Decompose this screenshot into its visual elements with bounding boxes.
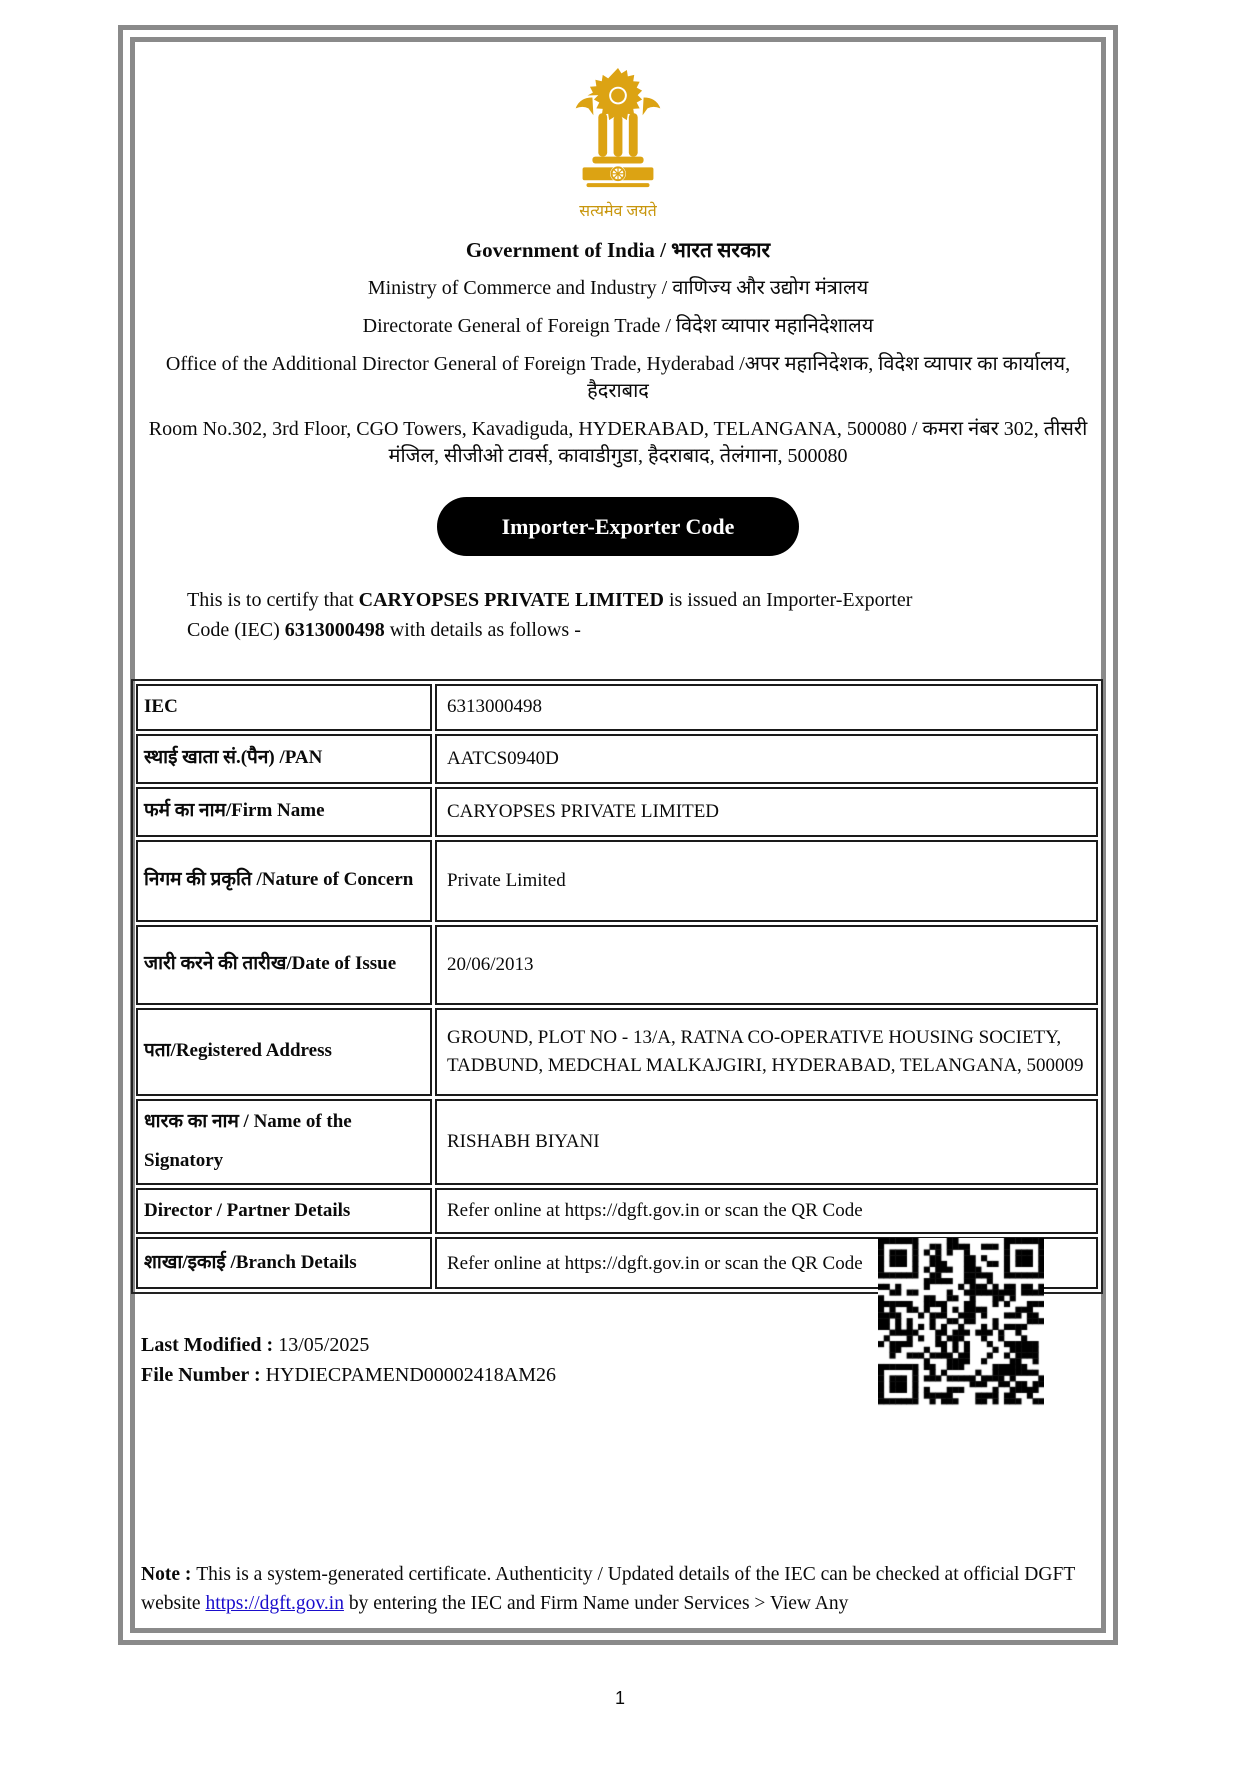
note-text-before-link: This is a system-generated certificate. Authenticity / Updated details of the IEC can be checked at official DGFT website [141,1564,1075,1614]
header-line-dgft: Directorate General of Foreign Trade / विदेश व्यापार महानिदेशालय [362,315,874,338]
header-line-office: Office of the Additional Director General of Foreign Trade, Hyderabad /अपर महानिदेशक, विदेश व्यापार का कार्यालय, हैदराबाद [165,353,1071,403]
table-row-date-of-issue [136,925,1098,1005]
certify-paragraph [187,586,951,644]
last-modified-label: Last Modified : [141,1334,279,1357]
file-number-value: HYDIECPAMEND00002418AM26 [265,1364,556,1387]
header-line-office-address: Room No.302, 3rd Floor, CGO Towers, Kavadiguda, HYDERABAD, TELANGANA, 500080 / कमरा नंबर 302, तीसरी मंजिल, सीजीओ टावर्स, कावाडीगुडा, हैदराबाद, तेलंगाना, 500080 [148,418,1088,468]
row-value: RISHABH BIYANI [435,1099,1098,1185]
footer-note [141,1561,1095,1618]
iec-details-table [131,679,1103,1295]
header-emblem-block [135,42,1101,221]
certificate-page [130,37,1106,1633]
row-value: GROUND, PLOT NO - 13/A, RATNA CO-OPERATIVE HOUSING SOCIETY, TADBUND, MEDCHAL MALKAJGIRI, HYDERABAD, TELANGANA, 500009 [435,1008,1098,1096]
row-value: Refer online at https://dgft.gov.in or scan the QR Code [435,1237,1098,1289]
row-label: फर्म का नाम/Firm Name [136,787,432,837]
note-label: Note : [141,1564,197,1586]
certificate-page-frame [118,25,1118,1645]
row-label: जारी करने की तारीख/Date of Issue [136,925,432,1005]
certify-middle: is issued an Importer-Exporter Code (IEC) [187,589,913,641]
table-row-director-details [136,1188,1098,1235]
header-line-ministry: Ministry of Commerce and Industry / वाणिज्य और उद्योग मंत्रालय [367,277,869,300]
certify-iec-number: 6313000498 [284,618,385,641]
dgft-website-link[interactable]: https://dgft.gov.in [205,1592,344,1614]
row-label: IEC [136,684,432,731]
certify-firm-name: CARYOPSES PRIVATE LIMITED [358,589,664,612]
row-label: शाखा/इकाई /Branch Details [136,1237,432,1289]
table-row-registered-address [136,1008,1098,1096]
row-value: Refer online at https://dgft.gov.in or scan the QR Code [435,1188,1098,1235]
row-value: 6313000498 [435,684,1098,731]
table-row-nature-of-concern [136,840,1098,922]
note-text-after-link: by entering the IEC and Firm Name under Services > View Any [343,1592,849,1614]
row-label: निगम की प्रकृति /Nature of Concern [136,840,432,922]
row-value: Private Limited [435,840,1098,922]
emblem-motto: सत्यमेव जयते [579,203,657,220]
header-line-government: Government of India / भारत सरकार [465,238,771,262]
importer-exporter-code-badge [437,497,799,556]
table-row-signatory-name [136,1099,1098,1185]
row-label: Director / Partner Details [136,1188,432,1235]
file-number-label: File Number : [141,1364,266,1387]
table-row-pan [136,734,1098,784]
row-label: पता/Registered Address [136,1008,432,1096]
table-row-iec [136,684,1098,731]
page-number: 1 [614,1688,625,1708]
row-value: CARYOPSES PRIVATE LIMITED [435,787,1098,837]
certify-suffix: with details as follows - [384,618,581,641]
badge-label: Importer-Exporter Code [501,513,735,539]
certify-prefix: This is to certify that [187,589,359,612]
row-value: AATCS0940D [435,734,1098,784]
last-modified-value: 13/05/2025 [278,1334,370,1357]
row-value: 20/06/2013 [435,925,1098,1005]
row-label: धारक का नाम / Name of the Signatory [136,1099,432,1185]
table-row-firm-name [136,787,1098,837]
qr-code [878,1238,1044,1406]
row-label: स्थाई खाता सं.(पैन) /PAN [136,734,432,784]
india-national-emblem-icon [572,68,664,192]
